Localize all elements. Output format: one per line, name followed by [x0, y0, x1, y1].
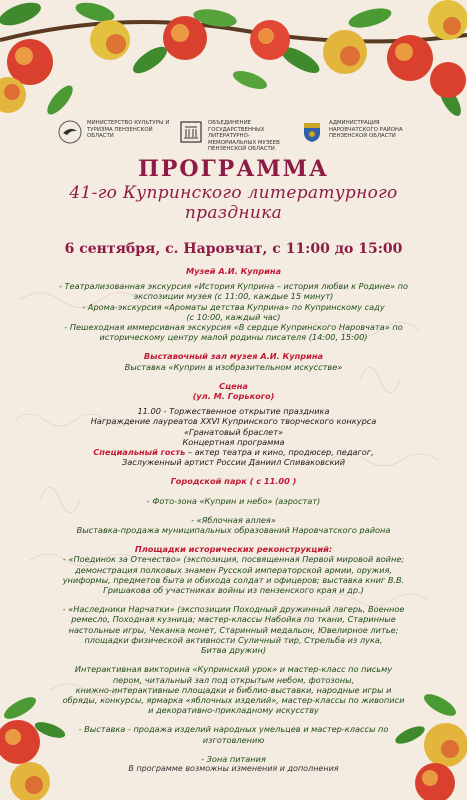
logo-administration — [300, 120, 418, 158]
program-line: и декоративно-прикладному искусству — [148, 705, 319, 716]
program-line: пером, читальный зал под открытым небом, фотозоны, — [112, 674, 355, 685]
program-line: Награждение лауреатов XXVI Купринского творческого конкурса — [90, 416, 377, 427]
museum-emblem-icon — [179, 120, 203, 144]
logo-museums — [179, 120, 297, 158]
logo-ministry-text: МИНИСТЕРСТВО КУЛЬТУРЫ И ТУРИЗМА ПЕНЗЕНСКОЙ ОБЛАСТИ — [87, 120, 170, 140]
partner-logos — [58, 120, 418, 158]
section-title-museum: Музей А.И. Куприна — [185, 266, 282, 276]
logo-ministry — [58, 120, 176, 158]
program-line: - «Поединок за Отечество» (экспозиция, посвященная Первой мировой войне; — [62, 554, 405, 565]
special-guest-line — [18, 447, 449, 457]
page-title: ПРОГРАММА — [138, 156, 329, 182]
program-line: историческому центру малой родины писателя (14:00, 15:00) — [99, 332, 368, 343]
program-body — [18, 266, 449, 764]
program-line: - Пешеходная иммерсивная экскурсия «В сердце Купринского Наровчата» по — [64, 322, 403, 333]
event-subtitle-line-2: праздника — [184, 203, 283, 223]
program-line: - Выставка - продажа изделий народных умельцев и мастер-классы по — [78, 724, 389, 735]
program-line: Битва дружин) — [200, 645, 267, 656]
program-line: 11.00 - Торжественное открытие праздника — [137, 406, 330, 417]
event-date-place-time: 6 сентября, с. Наровчат, с 11:00 до 15:00 — [64, 241, 403, 257]
section-title-park: Городской парк ( с 11.00 ) — [170, 476, 297, 487]
program-line: «Гранатовый браслет» — [183, 426, 284, 437]
coat-of-arms-icon — [300, 120, 324, 144]
program-line: (с 10:00, каждый час) — [186, 311, 281, 322]
program-line: книжно-интерактивные площадки и библио-выставки, народные игры и — [75, 684, 392, 695]
section-title-exhibition: Выставочный зал музея А.И. Куприна — [143, 351, 324, 362]
logo-museums-text: ОБЪЕДИНЕНИЕ ГОСУДАРСТВЕННЫХ ЛИТЕРАТУРНО-МЕМОРИАЛЬНЫХ МУЗЕЕВ ПЕНЗЕНСКОЙ ОБЛАСТИ — [208, 120, 280, 153]
section-title-stage: Сцена — [219, 380, 248, 391]
program-line: - Театрализованная экскурсия «История Куприна – история любви к Родине» по — [58, 281, 409, 292]
program-line: обряды, конкурсы, ярмарка «яблочных изделий», мастер-классы по живописи — [62, 694, 405, 705]
program-line: экспозиции музея (с 11:00, каждые 15 минут) — [133, 291, 334, 302]
program-line: - «Яблочная аллея» — [191, 514, 276, 525]
program-line: - Зона питания — [201, 753, 266, 764]
program-line: Выставка «Куприн в изобразительном искусстве» — [124, 361, 343, 372]
program-line: Выставка-продажа муниципальных образований Наровчатского района — [76, 525, 391, 536]
program-line: настольные игры, Чеканка монет, Старинный медальон, Ювелирное литье; — [68, 624, 399, 635]
program-line: Интерактивная викторина «Купринский урок» и мастер-класс по письму — [74, 664, 393, 675]
program-line: демонстрация полковых знамен Русской императорской армии, оружия, — [75, 564, 392, 575]
program-line: ремесло, Походная кузница; мастер-классы Набойка по ткани, Старинные — [71, 614, 396, 625]
program-line: - «Наследники Нарчатки» (экспозиции Походный дружинный лагерь, Военное — [62, 604, 405, 615]
program-line: Гришакова об участниках войны из пензенского края и др.) — [103, 585, 364, 596]
program-line: - Фото-зона «Куприн и небо» (аэростат) — [146, 495, 321, 506]
program-line: изготовлению — [202, 734, 265, 745]
program-line: Заслуженный артист России Даниил Спиваковский — [121, 457, 346, 468]
program-line: униформы, предметов быта и обихода солдат и офицеров; выставка книг В.В. — [62, 574, 405, 585]
special-guest-text: – актер театра и кино, продюсер, педагог, — [185, 447, 374, 458]
section-subtitle-stage: (ул. М. Горького) — [192, 391, 275, 402]
special-guest-label: Специальный гость — [93, 447, 186, 458]
bird-emblem-icon — [58, 120, 82, 144]
event-subtitle-line-1: 41-го Купринского литературного — [69, 183, 398, 203]
event-subtitle — [40, 183, 427, 223]
program-line: - Арома-экскурсия «Ароматы детства Куприна» по Купринскому саду — [82, 301, 385, 312]
apple-branch-top — [0, 0, 467, 125]
program-line: площадки физической активности Суличный тир, Стрельба из лука, — [84, 634, 383, 645]
program-line: Концертная программа — [182, 436, 285, 447]
logo-administration-text: АДМИНИСТРАЦИЯ НАРОВЧАТСКОГО РАЙОНА ПЕНЗЕНСКОЙ ОБЛАСТИ — [329, 120, 403, 140]
section-title-reconstruction: Площадки исторических реконструкций: — [134, 544, 333, 555]
footnote: В программе возможны изменения и дополнения — [128, 764, 339, 773]
